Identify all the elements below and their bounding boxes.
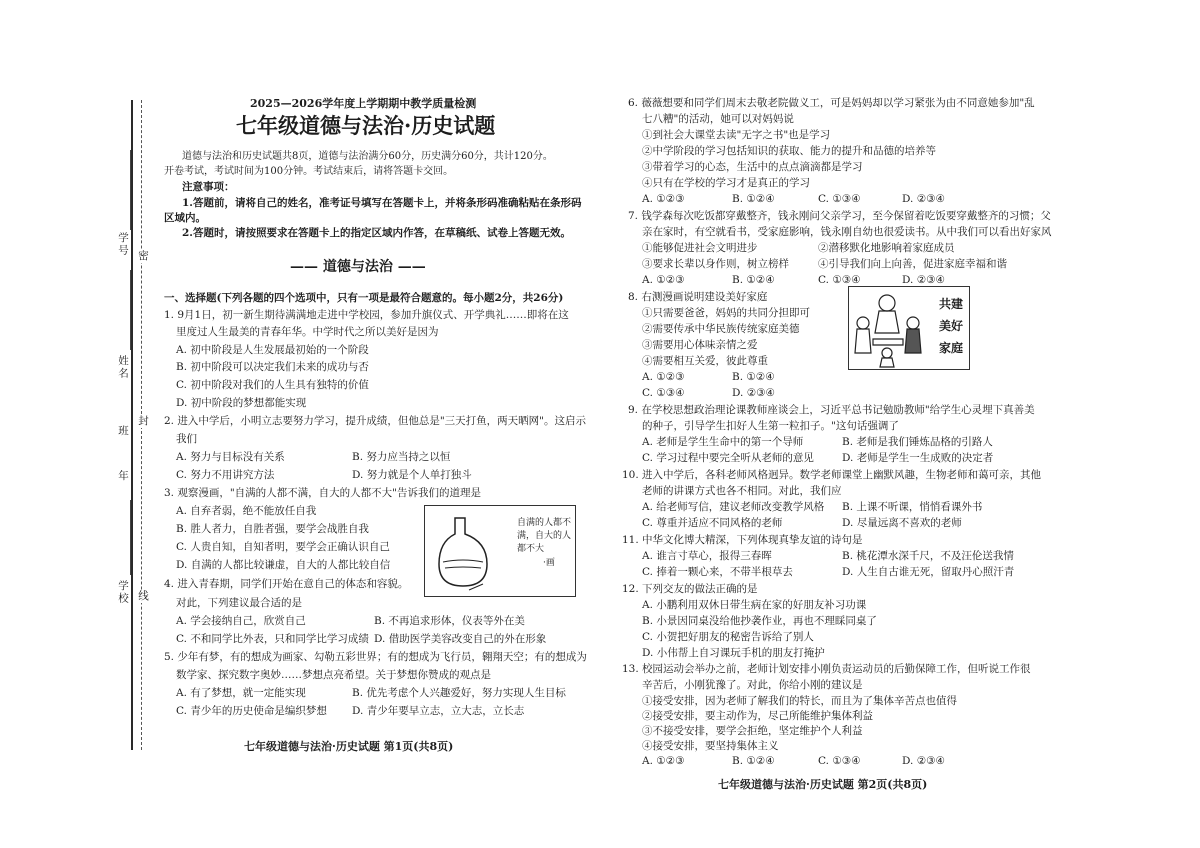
q11-option-b: B. 桃花潭水深千尺，不及汪伦送我情 (842, 550, 1014, 562)
q8-option-b: B. ①②④ (732, 371, 775, 383)
q8-item-2: ②需要传承中华民族传统家庭美德 (642, 323, 800, 335)
q10-option-a: A. 给老师写信，建议老师改变教学风格 (642, 501, 825, 513)
cut-mark-xian: 线 (137, 590, 149, 603)
notice-1a: 1.答题前，请将自己的姓名，准考证号填写在答题卡上，并将条形码准确粘贴在条形码 (182, 197, 582, 209)
cartoon-caption-2: 满，自大的人 (517, 531, 572, 541)
q6-item-4: ④只有在学校的学习才是真正的学习 (642, 177, 810, 189)
footer-right: 七年级道德与法治·历史试题 第2页(共8页) (718, 778, 928, 791)
q7-option-d: D. ②③④ (902, 274, 945, 286)
binding-line (131, 100, 133, 750)
cut-mark-mi: 密 (137, 250, 149, 263)
q7-item-4: ④引导我们向上向善，促进家庭幸福和谐 (818, 258, 1007, 270)
q7-option-a: A. ①②③ (642, 274, 685, 286)
q11-option-a: A. 谁言寸草心，报得三春晖 (642, 550, 772, 562)
q8-option-c: C. ①③④ (642, 387, 685, 399)
exam-title: 七年级道德与法治·历史试题 (236, 113, 496, 138)
label-school: 学校 (117, 580, 129, 605)
cartoon-caption-1: 自满的人都不 (517, 518, 572, 528)
q5-stem-a: 5. 少年有梦，有的想成为画家、勾勒五彩世界；有的想成为飞行员，翱翔天空；有的想成为 (164, 651, 587, 663)
exam-subtitle: 2025—2026学年度上学期期中教学质量检测 (250, 97, 477, 110)
footer-left: 七年级道德与法治·历史试题 第1页(共8页) (244, 740, 454, 753)
q7-stem-b: 亲在家时，有空就看书，受家庭影响，钱永刚自幼也很爱读书。从中我们可以看出好家风 (642, 226, 1052, 238)
section-title: —— 道德与法治 —— (290, 259, 426, 275)
student-id-write-line (130, 150, 131, 230)
q9-option-b: B. 老师是我们锤炼品格的引路人 (842, 436, 993, 448)
q4-option-a: A. 学会接纳自己，欣赏自己 (176, 615, 306, 627)
q4-option-d: D. 借助医学美容改变自己的外在形象 (374, 633, 547, 645)
q8-item-4: ④需要相互关爱，彼此尊重 (642, 355, 768, 367)
q7-option-b: B. ①②④ (732, 274, 775, 286)
q7-option-c: C. ①③④ (818, 274, 861, 286)
notice-1b: 区域内。 (164, 212, 206, 224)
q9-option-a: A. 老师是学生生命中的第一个导师 (642, 436, 804, 448)
cartoon-bottle (424, 505, 576, 597)
q2-option-b: B. 努力应当持之以恒 (352, 451, 451, 463)
school-write-line (130, 500, 131, 575)
part-heading: 一、选择题(下列各题的四个选项中，只有一项是最符合题意的。每小题2分，共26分) (164, 292, 564, 304)
q9-option-c: C. 学习过程中要完全听从老师的意见 (642, 452, 814, 464)
q2-option-c: C. 努力不用讲究方法 (176, 469, 275, 481)
q11-option-c: C. 捧着一颗心来，不带半根草去 (642, 566, 793, 578)
q13-option-d: D. ②③④ (902, 755, 945, 767)
q1-stem-a: 1. 9月1日，初一新生期待满满地走进中学校园，参加升旗仪式、开学典礼……即将在这 (164, 309, 569, 321)
q5-option-c: C. 青少年的历史使命是编织梦想 (176, 705, 327, 717)
q3-option-c: C. 人贵自知，自知者明，要学会正确认识自己 (176, 541, 390, 553)
q5-option-a: A. 有了梦想，就一定能实现 (176, 687, 306, 699)
q8-option-d: D. ②③④ (732, 387, 775, 399)
q4-stem-b: 对此，下列建议最合适的是 (176, 597, 302, 609)
q9-stem-b: 的种子，引导学生扣好人生第一粒扣子。"这句话强调了 (642, 420, 899, 432)
q10-option-d: D. 尽量远离不喜欢的老师 (842, 517, 962, 529)
q6-stem-b: 七八糟"的活动，她可以对妈妈说 (642, 113, 794, 125)
q13-item-1: ①接受安排，因为老师了解我们的特长，而且为了集体辛苦点也值得 (642, 695, 957, 707)
notice-2: 2.答题时，请按照要求在答题卡上的指定区域内作答，在草稿纸、试卷上答题无效。 (182, 227, 571, 239)
q3-option-d: D. 自满的人都比较谦虚，自大的人都比较自信 (176, 559, 391, 571)
label-class: 班 (117, 425, 129, 438)
q8-item-1: ①只需要爸爸，妈妈的共同分担即可 (642, 307, 810, 319)
q7-item-1: ①能够促进社会文明进步 (642, 242, 758, 254)
q6-option-a: A. ①②③ (642, 193, 685, 205)
cartoon-caption-3: 都不大 (517, 544, 545, 554)
q4-stem-a: 4. 进入青春期，同学们开始在意自己的体态和容貌。 (164, 578, 409, 590)
q8-item-3: ③需要用心体味亲情之爱 (642, 339, 758, 351)
cartoon-title-3: 家庭 (939, 341, 964, 355)
q4-option-c: C. 不和同学比外表，只和同学比学习成绩 (176, 633, 369, 645)
q13-option-b: B. ①②④ (732, 755, 775, 767)
q10-stem-b: 老师的讲课方式也各不相同。对此，我们应 (642, 485, 842, 497)
q13-item-4: ④接受安排，要坚持集体主义 (642, 740, 779, 752)
q13-option-c: C. ①③④ (818, 755, 861, 767)
q9-stem-a: 9. 在学校思想政治理论课教师座谈会上，习近平总书记勉励教师"给学生心灵埋下真善美 (628, 404, 1035, 416)
q4-option-b: B. 不再追求形体，仪表等外在美 (374, 615, 525, 627)
q13-option-a: A. ①②③ (642, 755, 685, 767)
q2-stem-a: 2. 进入中学后，小明立志要努力学习，提升成绩，但他总是"三天打鱼，两天晒网"。这启示 (164, 415, 587, 427)
label-name: 姓名 (117, 355, 129, 380)
cartoon-title-2: 美好 (939, 319, 964, 333)
q7-item-3: ③要求长辈以身作则，树立榜样 (642, 258, 789, 270)
q7-stem-a: 7. 钱学森每次吃饭都穿戴整齐，钱永刚问父亲学习，至今保留着吃饭要穿戴整齐的习惯；父 (628, 210, 1051, 222)
q3-stem: 3. 观察漫画，"自满的人都不满，自大的人都不大"告诉我们的道理是 (164, 487, 482, 499)
q8-stem: 8. 右测漫画说明建设美好家庭 (628, 291, 768, 303)
q12-option-c: C. 小贺把好朋友的秘密告诉给了别人 (642, 631, 814, 643)
intro-line-1: 道德与法治和历史试题共8页，道德与法治满分60分，历史满分60分，共计120分。 (182, 151, 553, 162)
q12-option-b: B. 小景因同桌没给他抄袭作业，再也不理睬同桌了 (642, 615, 877, 627)
q3-option-a: A. 自弃者弱，绝不能放任自我 (176, 505, 317, 517)
cut-mark-feng: 封 (137, 415, 149, 428)
q13-stem-b: 辛苦后，小刚犹豫了。对此，你给小刚的建议是 (642, 679, 863, 691)
q6-item-1: ①到社会大课堂去读"无字之书"也是学习 (642, 129, 831, 141)
cartoon-title-1: 共建 (939, 297, 964, 311)
q6-item-3: ③带着学习的心态，生活中的点点滴滴都是学习 (642, 161, 863, 173)
q3-option-b: B. 胜人者力，自胜者强，要学会战胜自我 (176, 523, 369, 535)
label-student-id: 学号 (117, 232, 129, 257)
intro-line-2: 开卷考试，考试时间为100分钟。考试结束后，请将答题卡交回。 (164, 166, 454, 177)
q7-item-2: ②潜移默化地影响着家庭成员 (818, 242, 955, 254)
q12-stem: 12. 下列交友的做法正确的是 (622, 583, 758, 595)
q6-item-2: ②中学阶段的学习包括知识的获取、能力的提升和品德的培养等 (642, 145, 936, 157)
q6-stem-a: 6. 薇薇想要和同学们周末去敬老院做义工，可是妈妈却以学习紧张为由不同意她参加"乱 (628, 97, 1035, 109)
q13-item-3: ③不接受安排，要学会拒绝，坚定维护个人利益 (642, 725, 863, 737)
q5-stem-b: 数学家、探究数字奥妙……梦想点亮希望。关于梦想你赞成的观点是 (176, 669, 491, 681)
q10-option-c: C. 尊重并适应不同风格的老师 (642, 517, 783, 529)
q6-option-d: D. ②③④ (902, 193, 945, 205)
q1-option-d: D. 初中阶段的梦想都能实现 (176, 397, 307, 409)
q1-option-a: A. 初中阶段是人生发展最初始的一个阶段 (176, 344, 369, 356)
q11-option-d: D. 人生自古谁无死，留取丹心照汗青 (842, 566, 1015, 578)
family-drawing (849, 287, 933, 369)
q5-option-b: B. 优先考虑个人兴趣爱好，努力实现人生目标 (352, 687, 566, 699)
label-grade: 年 (117, 470, 129, 483)
q1-stem-b: 里度过人生最美的青春年华。中学时代之所以美好是因为 (176, 326, 439, 338)
name-write-line (130, 270, 131, 350)
cartoon-family (848, 286, 970, 370)
q10-option-b: B. 上课不听课，悄悄看课外书 (842, 501, 983, 513)
cartoon-caption-4: ·画 (543, 558, 555, 568)
q10-stem-a: 10. 进入中学后，各科老师风格迥异。数学老师课堂上幽默风趣，生物老师和蔼可亲，其他 (622, 469, 1042, 481)
q2-option-a: A. 努力与目标没有关系 (176, 451, 285, 463)
q13-item-2: ②接受安排，要主动作为，尽己所能维护集体利益 (642, 710, 873, 722)
q1-option-b: B. 初中阶段可以决定我们未来的成功与否 (176, 361, 369, 373)
q1-option-c: C. 初中阶段对我们的人生具有独特的价值 (176, 379, 369, 391)
q13-stem-a: 13. 校园运动会举办之前，老师计划安排小刚负责运动员的后勤保障工作，但听说工作很 (622, 663, 1031, 675)
notice-title: 注意事项： (182, 181, 235, 193)
q12-option-d: D. 小伟帮上自习课玩手机的朋友打掩护 (642, 647, 825, 659)
q6-option-b: B. ①②④ (732, 193, 775, 205)
q9-option-d: D. 老师是学生一生成败的决定者 (842, 452, 994, 464)
q11-stem: 11. 中华文化博大精深，下列体现真挚友谊的诗句是 (622, 534, 863, 546)
q2-stem-b: 我们 (176, 433, 197, 445)
q8-option-a: A. ①②③ (642, 371, 685, 383)
q6-option-c: C. ①③④ (818, 193, 861, 205)
q2-option-d: D. 努力就是个人单打独斗 (352, 469, 472, 481)
q5-option-d: D. 青少年要早立志，立大志，立长志 (352, 705, 525, 717)
q12-option-a: A. 小鹏利用双休日带生病在家的好朋友补习功课 (642, 599, 867, 611)
